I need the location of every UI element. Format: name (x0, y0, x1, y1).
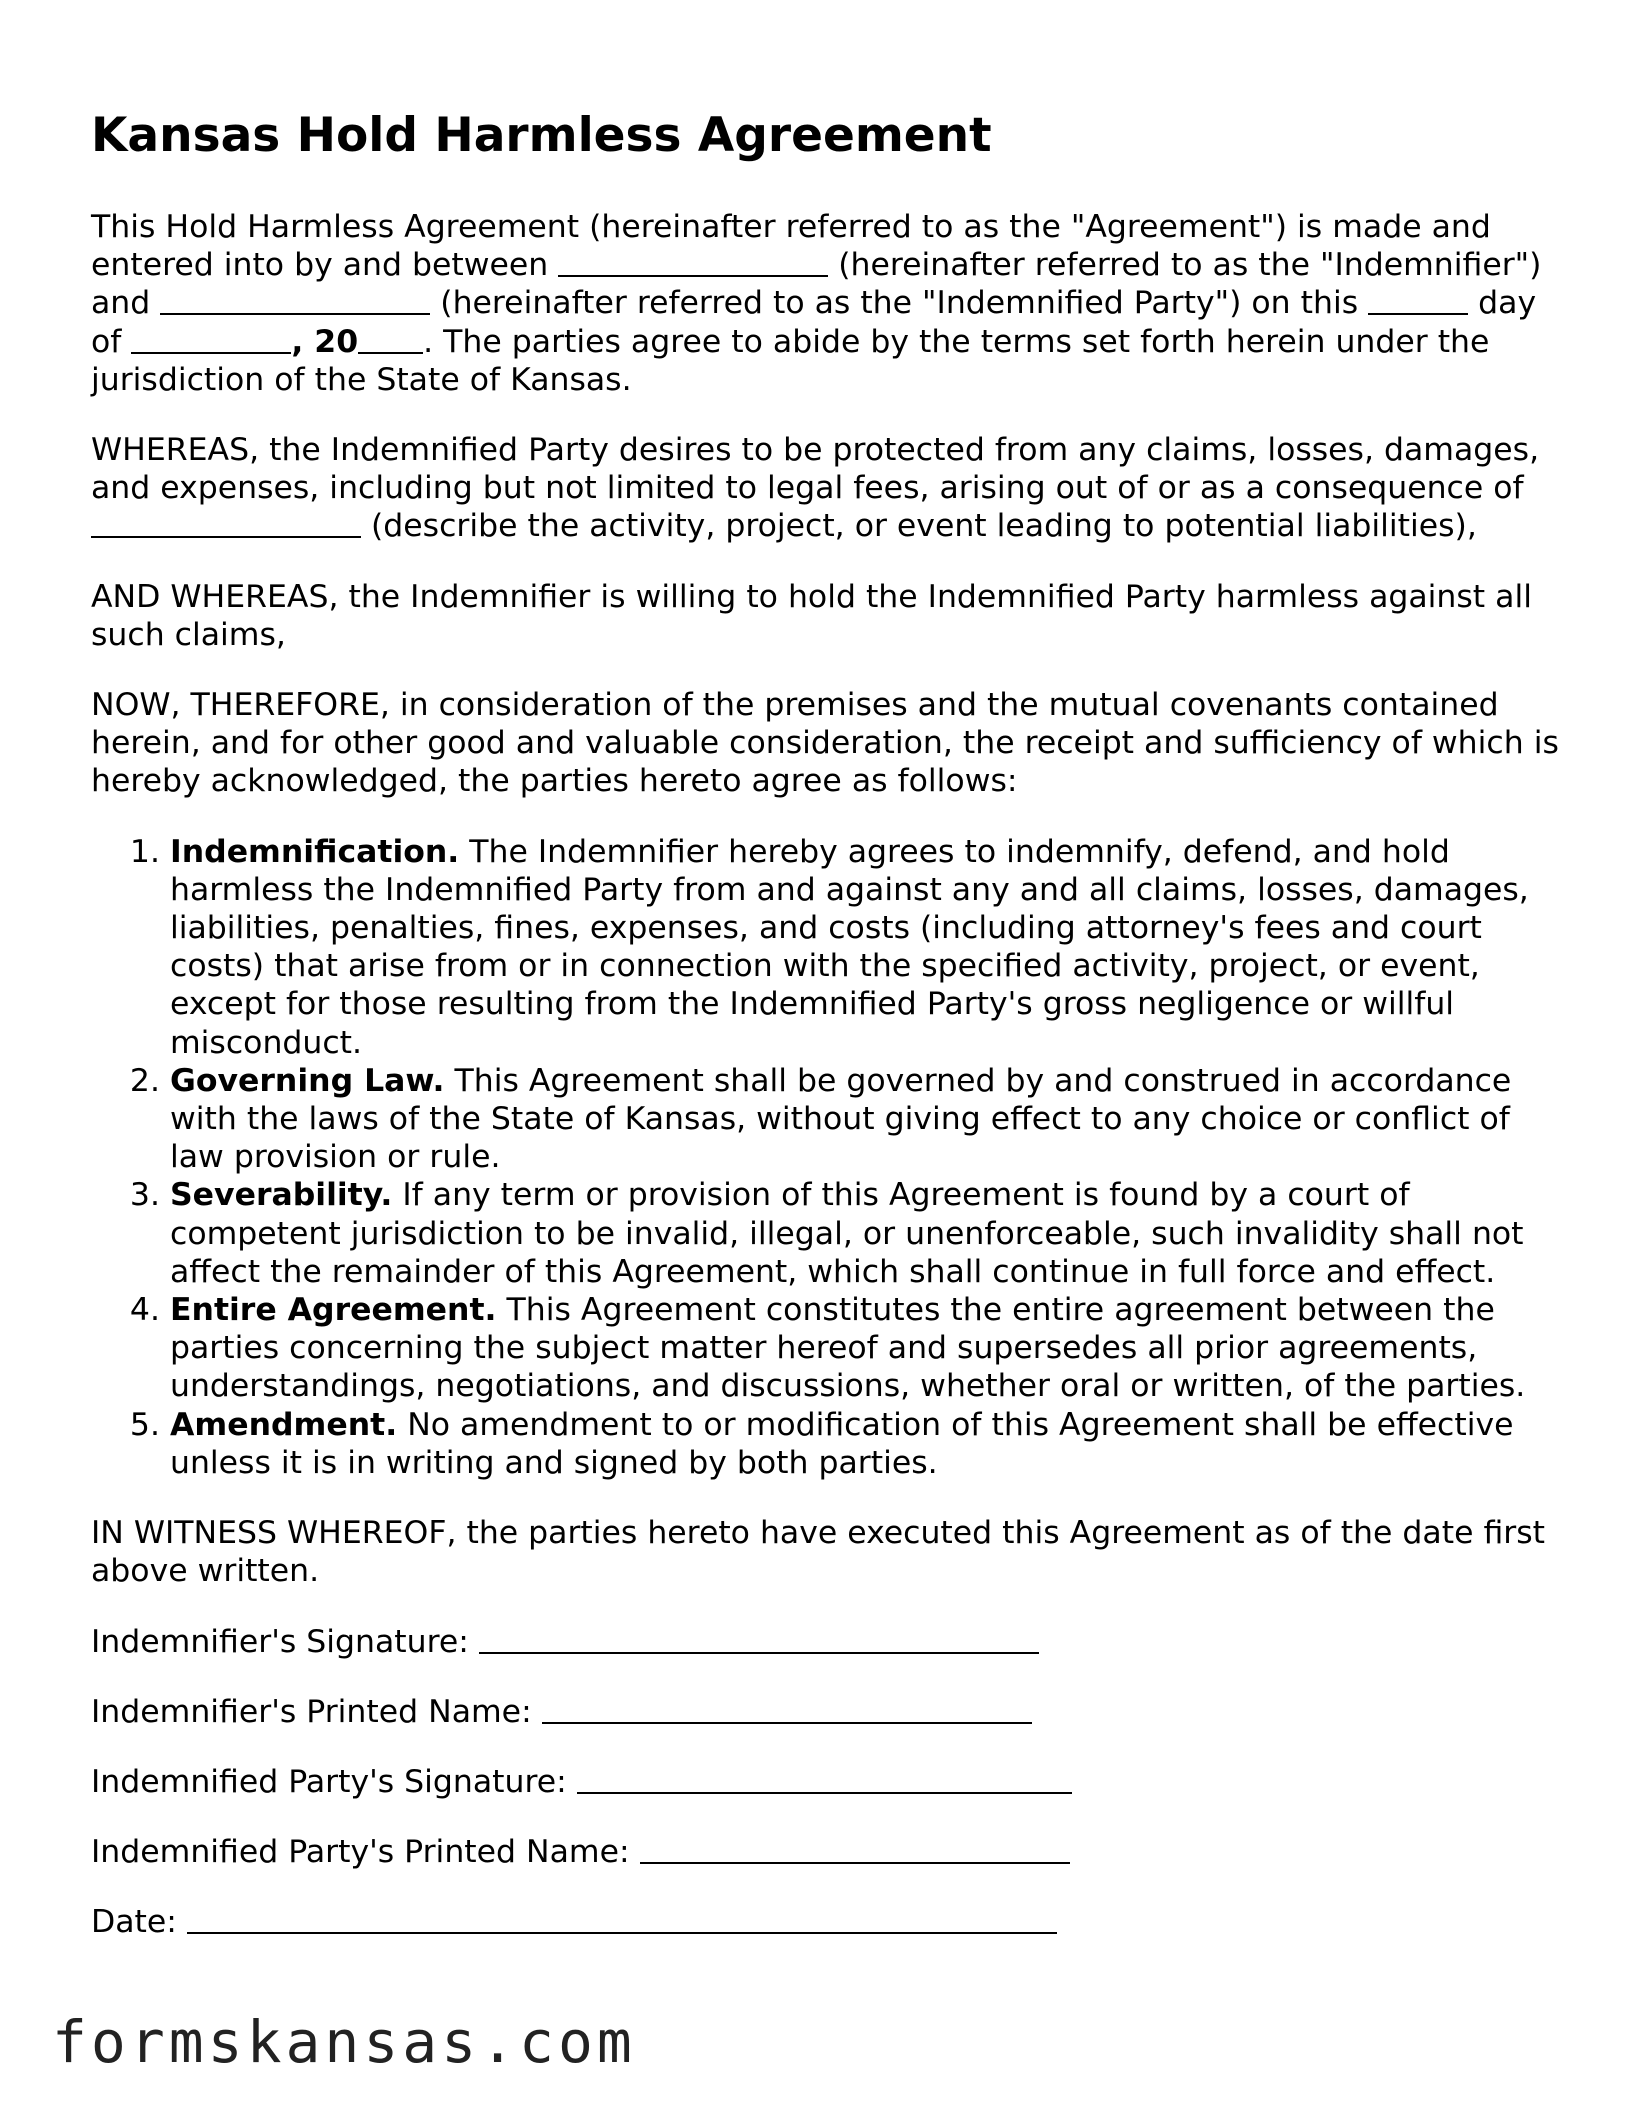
intro-text-5: . The parties agree to abide by the terms set forth herein under the jurisdiction of the State of Kansas. (91, 323, 1490, 398)
intro-text-2: (hereinafter referred to as the "Indemnifier") and (91, 247, 1542, 322)
watermark: formskansas.com (52, 2008, 636, 2076)
indemnified-printed-name-blank[interactable] (640, 1834, 1070, 1864)
clause-text: The Indemnifier hereby agrees to indemnify, defend, and hold harmless the Indemnified Party from and against any and all claims, losses, damages, liabilities, penalties, fines, expenses, and costs (including attorney's fees and court costs) that arise from or in connection with the specified activity, project, or event, except for those resulting from the Indemnified Party's gross negligence or willful misconduct. (170, 833, 1529, 1061)
document-body (91, 208, 1571, 1974)
indemnifier-printed-name-line (91, 1693, 1571, 1731)
activity-blank[interactable] (91, 508, 361, 538)
intro-text-1: This Hold Harmless Agreement (hereinafter referred to as the "Agreement") is made and entered into by and between (91, 209, 1491, 284)
date-label: Date: (91, 1904, 187, 1941)
now-therefore-paragraph: NOW, THEREFORE, in consideration of the premises and the mutual covenants contained herein, and for other good and valuable consideration, the receipt and sufficiency of which is hereby acknowledged, the parties hereto agree as follows: (91, 687, 1559, 800)
intro-text-3: (hereinafter referred to as the "Indemnified Party") on this (430, 285, 1369, 322)
document-title: Kansas Hold Harmless Agreement (91, 108, 992, 163)
clause-text: This Agreement shall be governed by and construed in accordance with the laws of the State of Kansas, without giving effect to any choice or conflict of law provision or rule. (170, 1062, 1512, 1176)
clause-item (170, 1176, 1571, 1291)
indemnified-printed-name-label: Indemnified Party's Printed Name: (91, 1834, 640, 1871)
intro-paragraph (91, 208, 1571, 399)
clause-heading: Entire Agreement. (170, 1292, 497, 1329)
day-blank[interactable] (1368, 285, 1468, 315)
indemnifier-name-blank[interactable] (558, 247, 828, 277)
year-blank[interactable] (358, 323, 423, 353)
date-line (91, 1903, 1571, 1941)
whereas1-text-2: (describe the activity, project, or event leading to potential liabilities), (361, 508, 1477, 545)
clause-text: If any term or provision of this Agreement is found by a court of competent jurisdiction to be invalid, illegal, or unenforceable, such invalidity shall not affect the remainder of this Agreement, which shall continue in full force and effect. (170, 1177, 1524, 1290)
clause-heading: Indemnification. (170, 833, 460, 870)
month-blank[interactable] (131, 323, 291, 353)
indemnifier-signature-label: Indemnifier's Signature: (91, 1623, 479, 1660)
clauses-list (91, 833, 1571, 1482)
clause-item (170, 1291, 1571, 1406)
indemnifier-printed-name-blank[interactable] (542, 1693, 1032, 1723)
date-blank[interactable] (187, 1904, 1057, 1934)
year-prefix: , 20 (291, 323, 359, 360)
indemnifier-printed-name-label: Indemnifier's Printed Name: (91, 1693, 542, 1730)
whereas1-text-1: WHEREAS, the Indemnified Party desires to be protected from any claims, losses, damages, and expenses, including but not limited to legal fees, arising out of or as a consequence of (91, 432, 1540, 507)
clause-heading: Severability. (170, 1177, 393, 1214)
indemnified-signature-label: Indemnified Party's Signature: (91, 1763, 577, 1800)
indemnifier-signature-line (91, 1623, 1571, 1661)
clause-heading: Amendment. (170, 1406, 398, 1443)
indemnifier-signature-blank[interactable] (479, 1623, 1039, 1653)
clause-text: This Agreement constitutes the entire agreement between the parties concerning the subject matter hereof and supersedes all prior agreements, understandings, negotiations, and discussions, whether oral or written, of the parties. (170, 1292, 1526, 1405)
intro-text-4: day of (91, 285, 1537, 360)
indemnified-signature-line (91, 1763, 1571, 1801)
clause-heading: Governing Law. (170, 1062, 445, 1099)
indemnified-party-name-blank[interactable] (160, 285, 430, 315)
whereas-paragraph-1 (91, 431, 1571, 546)
clause-text: No amendment to or modification of this Agreement shall be effective unless it is in writing and signed by both parties. (170, 1406, 1514, 1481)
clause-item (170, 1406, 1571, 1482)
clause-item (170, 833, 1571, 1062)
witness-paragraph: IN WITNESS WHEREOF, the parties hereto have executed this Agreement as of the date first above written. (91, 1515, 1546, 1590)
indemnified-printed-name-line (91, 1833, 1571, 1871)
whereas-paragraph-2: AND WHEREAS, the Indemnifier is willing to hold the Indemnified Party harmless against all such claims, (91, 578, 1532, 653)
indemnified-signature-blank[interactable] (577, 1764, 1072, 1794)
clause-item (170, 1062, 1571, 1177)
